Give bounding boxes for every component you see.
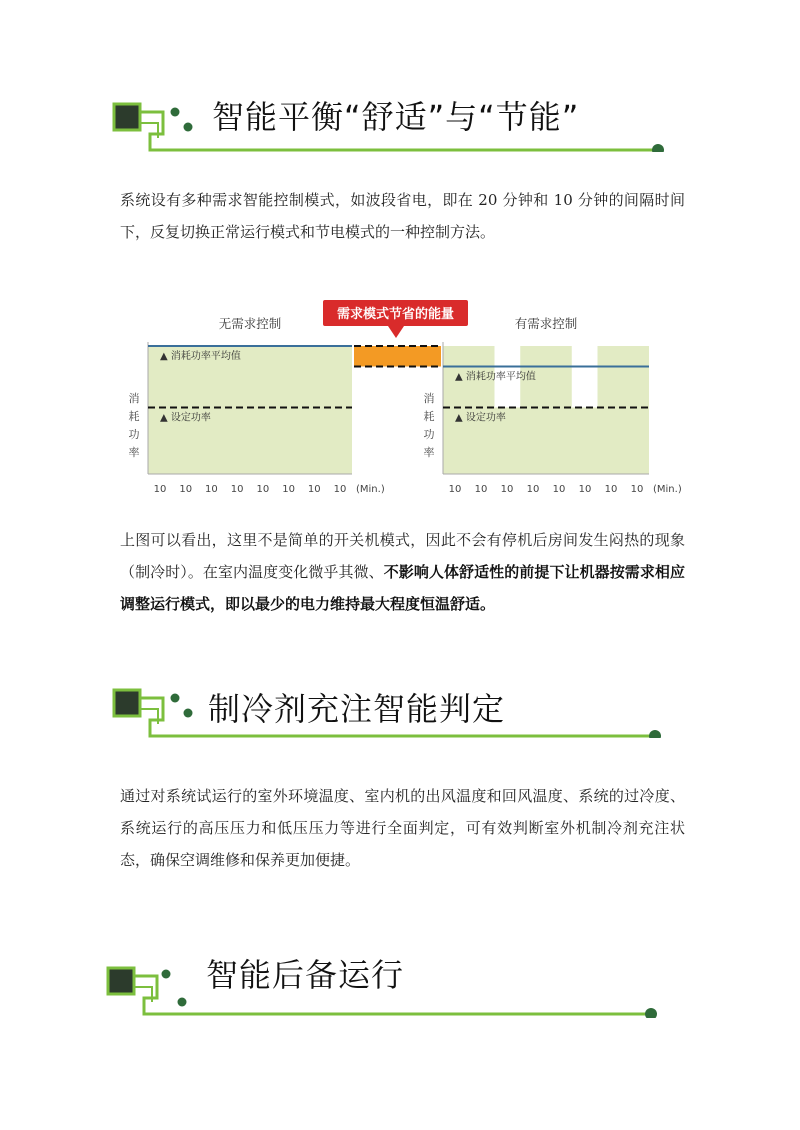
section-header-1 bbox=[0, 82, 800, 152]
x-unit-label: (Min.) bbox=[653, 484, 682, 495]
x-tick-label: 10 bbox=[307, 484, 321, 495]
section-header-3 bbox=[0, 948, 800, 1018]
section-title: 智能平衡“舒适”与“节能” bbox=[212, 98, 580, 136]
set-power-label: ▲ 设定功率 bbox=[455, 412, 506, 424]
paragraph-normal-text: 上图可以看出，这里不是简单的开关机模式，因此不会有停机后房间发生闷热的现象（制冷时）。在室内温度变化微乎其微、 bbox=[120, 531, 685, 581]
y-axis-label-char: 功 bbox=[128, 428, 140, 441]
x-tick-label: 10 bbox=[333, 484, 347, 495]
demand-control-chart bbox=[118, 298, 683, 508]
average-power-label: ▲ 消耗功率平均值 bbox=[455, 371, 536, 383]
section-header-2 bbox=[0, 668, 800, 738]
panel-title: 无需求控制 bbox=[218, 316, 282, 331]
y-axis-label-char: 功 bbox=[423, 428, 435, 441]
x-tick-label: 10 bbox=[604, 484, 618, 495]
x-tick-label: 10 bbox=[448, 484, 462, 495]
paragraph-chart-explanation bbox=[120, 524, 685, 620]
x-tick-label: 10 bbox=[230, 484, 244, 495]
paragraph-demand-control: 系统设有多种需求智能控制模式，如波段省电，即在 20 分钟和 10 分钟的间隔时间下，反复切换正常运行模式和节电模式的一种控制方法。 bbox=[120, 191, 685, 241]
set-power-label: ▲ 设定功率 bbox=[160, 412, 211, 424]
section-title: 智能后备运行 bbox=[206, 956, 405, 994]
x-tick-label: 10 bbox=[256, 484, 270, 495]
chart-bar bbox=[148, 346, 352, 474]
chart-svg bbox=[118, 298, 683, 508]
x-tick-label: 10 bbox=[153, 484, 167, 495]
y-axis-label-char: 率 bbox=[423, 446, 435, 459]
x-tick-label: 10 bbox=[578, 484, 592, 495]
average-power-label: ▲ 消耗功率平均值 bbox=[160, 351, 241, 362]
x-tick-label: 10 bbox=[179, 484, 193, 495]
paragraph-bold-text: 不影响人体舒适性的前提下让机器按需求相应调整运行模式，即以最少的电力维持最大程度恒温舒适。 bbox=[120, 563, 685, 613]
x-tick-label: 10 bbox=[526, 484, 540, 495]
saved-energy-band bbox=[354, 346, 441, 366]
x-tick-label: 10 bbox=[282, 484, 295, 495]
x-tick-label: 10 bbox=[474, 484, 488, 495]
x-tick-label: 10 bbox=[630, 484, 644, 495]
chart-bar bbox=[598, 346, 650, 474]
panel-title: 有需求控制 bbox=[514, 316, 578, 331]
callout-title: 需求模式节省的能量 bbox=[336, 307, 455, 322]
x-tick-label: 10 bbox=[205, 484, 218, 495]
paragraph-refrigerant: 通过对系统试运行的室外环境温度、室内机的出风温度和回风温度、系统的过冷度、系统运行的高压压力和低压压力等进行全面判定，可有效判断室外机制冷剂充注状态，确保空调维修和保养更加便捷。 bbox=[120, 787, 685, 869]
y-axis-label-char: 耗 bbox=[423, 410, 435, 423]
x-tick-label: 10 bbox=[552, 484, 566, 495]
section-title: 制冷剂充注智能判定 bbox=[208, 690, 506, 728]
chart-bar bbox=[520, 346, 572, 474]
y-axis-label-char: 率 bbox=[128, 446, 140, 459]
x-unit-label: (Min.) bbox=[356, 484, 385, 495]
x-tick-label: 10 bbox=[500, 484, 514, 495]
y-axis-label-char: 消 bbox=[128, 392, 140, 405]
y-axis-label-char: 耗 bbox=[128, 410, 140, 423]
y-axis-label-char: 消 bbox=[423, 392, 435, 405]
callout-pointer-icon bbox=[388, 326, 404, 338]
